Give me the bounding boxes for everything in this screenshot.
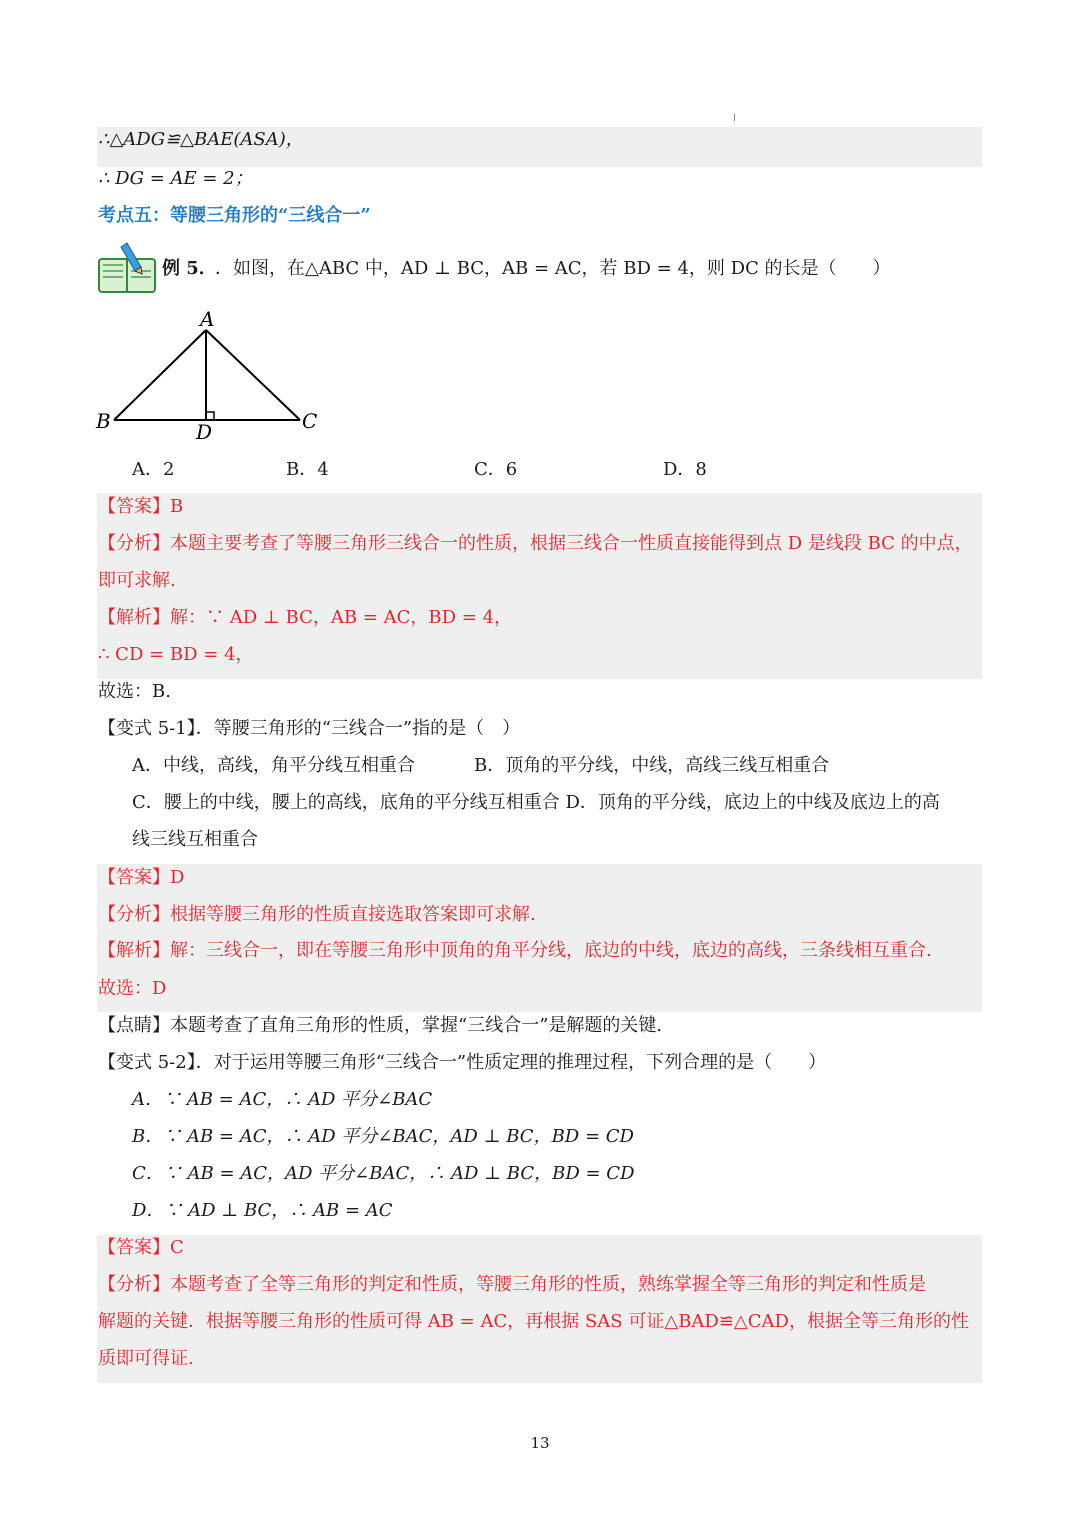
variant52-analysis-2: 解题的关键．根据等腰三角形的性质可得 AB = AC，再根据 SAS 可证△BAD≌△CAD，根据全等三角形的性: [98, 1311, 969, 1332]
variant52-option-c: C．∵ AB = AC，AD 平分∠BAC，∴ AD ⊥ BC，BD = CD: [132, 1163, 635, 1184]
variant51-option-d-cont: 线三线互相重合: [132, 829, 258, 850]
label-b: B: [96, 409, 111, 433]
triangle-figure: [94, 306, 324, 446]
label-d: D: [196, 420, 213, 444]
variant51-choice: 故选：D: [98, 978, 167, 999]
example5-analysis-1: 【分析】本题主要考查了等腰三角形三线合一的性质，根据三线合一性质直接能得到点 D 是线段 BC 的中点，: [98, 533, 973, 554]
book-pencil-icon: [97, 241, 159, 295]
variant52-analysis-3: 质即可得证.: [98, 1348, 194, 1369]
conclusion-dg: ∴ DG = AE = 2；: [98, 168, 253, 189]
example5-choice: 故选：B.: [98, 681, 171, 702]
example5-option-b: B．4: [286, 459, 329, 480]
example5-answer: 【答案】B: [98, 496, 184, 517]
example5-analysis-2: 即可求解.: [98, 570, 176, 591]
variant51-question: 【变式 5-1】．等腰三角形的“三线合一”指的是（ ）: [98, 718, 521, 739]
example5-option-c: C．6: [474, 459, 518, 480]
variant51-analysis: 【分析】根据等腰三角形的性质直接选取答案即可求解.: [98, 904, 536, 925]
label-c: C: [302, 409, 318, 433]
variant51-comment: 【点睛】本题考查了直角三角形的性质，掌握“三线合一”是解题的关键.: [98, 1015, 663, 1036]
example5-option-d: D．8: [663, 459, 707, 480]
page-number: 13: [530, 1434, 550, 1452]
variant51-option-b: B．顶角的平分线，中线，高线三线互相重合: [474, 755, 830, 776]
variant51-option-a: A．中线，高线，角平分线互相重合: [132, 755, 415, 776]
conclusion-congruent: ∴△ADG≌△BAE(ASA)，: [98, 129, 304, 150]
variant52-option-d: D．∵ AD ⊥ BC，∴ AB = AC: [132, 1200, 393, 1221]
variant52-option-a: A．∵ AB = AC，∴ AD 平分∠BAC: [132, 1089, 433, 1110]
section-title: 考点五：等腰三角形的“三线合一”: [98, 205, 371, 226]
example5-question: ．如图，在△ABC 中，AD ⊥ BC，AB = AC，若 BD = 4，则 DC 的长是（ ）: [215, 258, 891, 279]
header-mark: [734, 114, 735, 121]
example5-label: 例 5．: [162, 258, 217, 279]
example5-option-a: A．2: [132, 459, 175, 480]
variant52-option-b: B．∵ AB = AC，∴ AD 平分∠BAC，AD ⊥ BC，BD = CD: [132, 1126, 634, 1147]
variant51-answer: 【答案】D: [98, 867, 185, 888]
variant52-answer: 【答案】C: [98, 1237, 184, 1258]
variant51-solution: 【解析】解：三线合一，即在等腰三角形中顶角的角平分线，底边的中线，底边的高线，三条线相互重合.: [98, 940, 932, 961]
example5-solution-1: 【解析】解：∵ AD ⊥ BC，AB = AC，BD = 4，: [98, 607, 513, 628]
label-a: A: [200, 307, 215, 331]
variant52-analysis-1: 【分析】本题考查了全等三角形的判定和性质，等腰三角形的性质，熟练掌握全等三角形的判定和性质是: [98, 1274, 926, 1295]
variant51-option-cd: C．腰上的中线，腰上的高线，底角的平分线互相重合 D．顶角的平分线，底边上的中线及底边上的高: [132, 792, 940, 813]
example5-solution-2: ∴ CD = BD = 4，: [98, 644, 254, 665]
variant52-question: 【变式 5-2】．对于运用等腰三角形“三线合一”性质定理的推理过程，下列合理的是（ ）: [98, 1052, 827, 1073]
